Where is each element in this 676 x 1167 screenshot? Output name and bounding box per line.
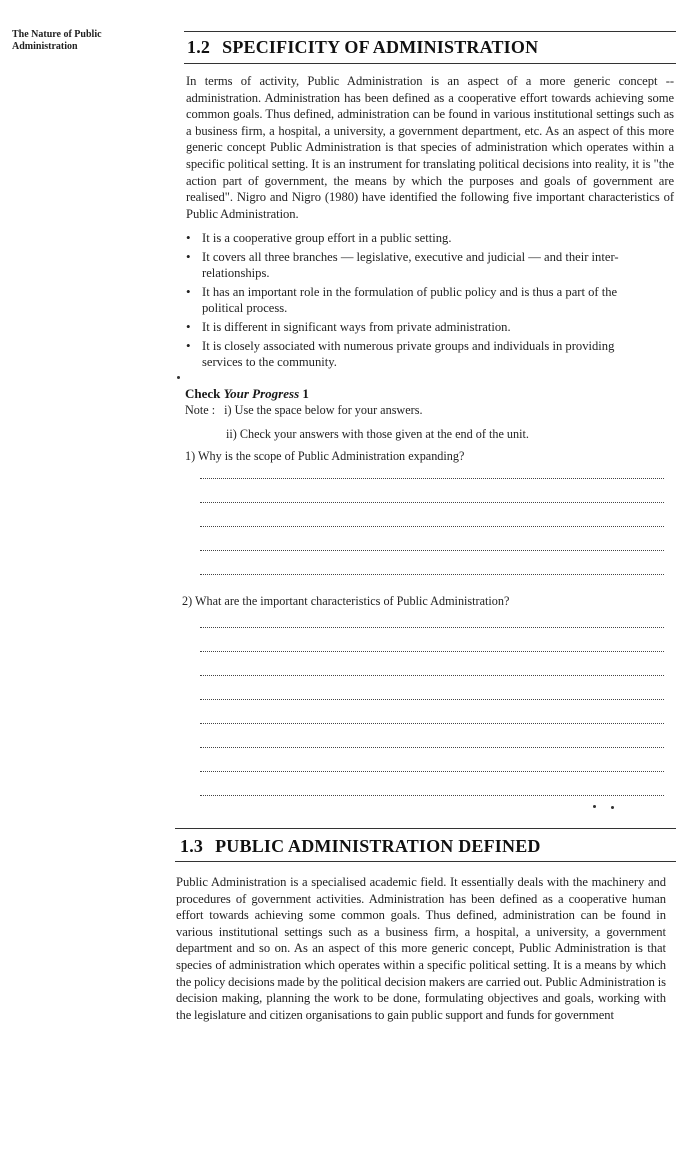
list-item [186, 230, 654, 247]
answer-line[interactable] [200, 747, 664, 748]
answer-line[interactable] [200, 550, 664, 551]
section-13-heading [180, 836, 541, 857]
note-line-1 [185, 402, 423, 418]
section-12-number: 1.2 [187, 37, 211, 57]
answer-line[interactable] [200, 651, 664, 652]
section-12-top-rule [184, 31, 676, 32]
list-item-text: It is different in significant ways from private administration. [202, 319, 511, 334]
note-i: i) Use the space below for your answers. [224, 403, 423, 417]
list-item [186, 249, 654, 282]
list-item-text: It covers all three branches — legislative, executive and judicial — and their inter-relationships. [202, 249, 619, 281]
list-item-text: It is a cooperative group effort in a public setting. [202, 231, 452, 245]
note-ii: ii) Check your answers with those given at the end of the unit. [226, 427, 529, 441]
section-13-bottom-rule [175, 861, 676, 862]
check-progress-lead: Check [185, 386, 221, 401]
answer-line[interactable] [200, 771, 664, 772]
section-12-heading [187, 37, 538, 58]
note-label: Note : [185, 403, 216, 417]
list-item [186, 338, 654, 371]
bullet-icon: • [186, 230, 191, 245]
bullet-icon: • [186, 337, 191, 353]
section-13-paragraph: Public Administration is a specialised academic field. It essentially deals with the machinery and procedures of government activities. Administration has been defined as a cooperative human effort towards achieving some common goals. Thus defined, administration can be found in various institutional settings such as a business firm, a hospital, a university, a government department and so on. As an aspect of this more generic concept, Public Administration is that species of administration which operates within a specific political setting. It is a means by which the policy decisions made by the political decision makers are carried out. Public Administration is decision making, planning the work to be done, formulating objectives and goals, working with the legislature and citizen organisations to gain public support and funds for government [176, 875, 666, 1022]
scan-speck [177, 376, 180, 379]
scan-speck [611, 806, 614, 809]
answer-line[interactable] [200, 675, 664, 676]
running-head: The Nature of Public Administration [12, 29, 102, 52]
section-12-title: SPECIFICITY OF ADMINISTRATION [222, 37, 539, 57]
question-1: 1) Why is the scope of Public Administration expanding? [185, 449, 465, 463]
section-13-number: 1.3 [180, 836, 204, 856]
bullet-icon: • [186, 283, 191, 299]
check-progress-italic: Your Progress [223, 386, 300, 401]
section-12-paragraph: In terms of activity, Public Administration is an aspect of a more generic concept -- administration. Administration has been defined as a cooperative effort towards achieving some common goals. Thus defined, administration can be found in various institutional settings such as a business firm, a hospital, a university, a government department, etc. As an aspect of this more generic concept Public Administration is that species of administration which operates within a specific political setting. It is an instrument for translating political decisions into reality, it is "the action part of government, the means by which the purposes and goals of government are realised". Nigro and Nigro (1980) have identified the following five important characteristics of Public Administration. [186, 74, 674, 221]
answer-line[interactable] [200, 526, 664, 527]
answer-line[interactable] [200, 699, 664, 700]
check-progress-title [185, 386, 309, 402]
answer-line[interactable] [200, 574, 664, 575]
answer-line[interactable] [200, 723, 664, 724]
check-progress-number: 1 [302, 386, 309, 401]
section-13-title: PUBLIC ADMINISTRATION DEFINED [215, 836, 541, 856]
list-item-text: It is closely associated with numerous private groups and individuals in providing services to the community. [202, 338, 615, 370]
section-12-bottom-rule [184, 63, 676, 64]
section-13-top-rule [175, 828, 676, 829]
bullet-icon: • [186, 248, 191, 264]
answer-line[interactable] [200, 795, 664, 796]
answer-line[interactable] [200, 478, 664, 479]
answer-line[interactable] [200, 502, 664, 503]
answer-line[interactable] [200, 627, 664, 628]
list-item [186, 319, 654, 336]
list-item [186, 284, 654, 317]
question-2: 2) What are the important characteristics of Public Administration? [182, 594, 510, 608]
bullet-icon: • [186, 318, 191, 334]
characteristics-list [186, 230, 654, 373]
scan-speck [593, 805, 596, 808]
list-item-text: It has an important role in the formulation of public policy and is thus a part of the political process. [202, 284, 618, 316]
